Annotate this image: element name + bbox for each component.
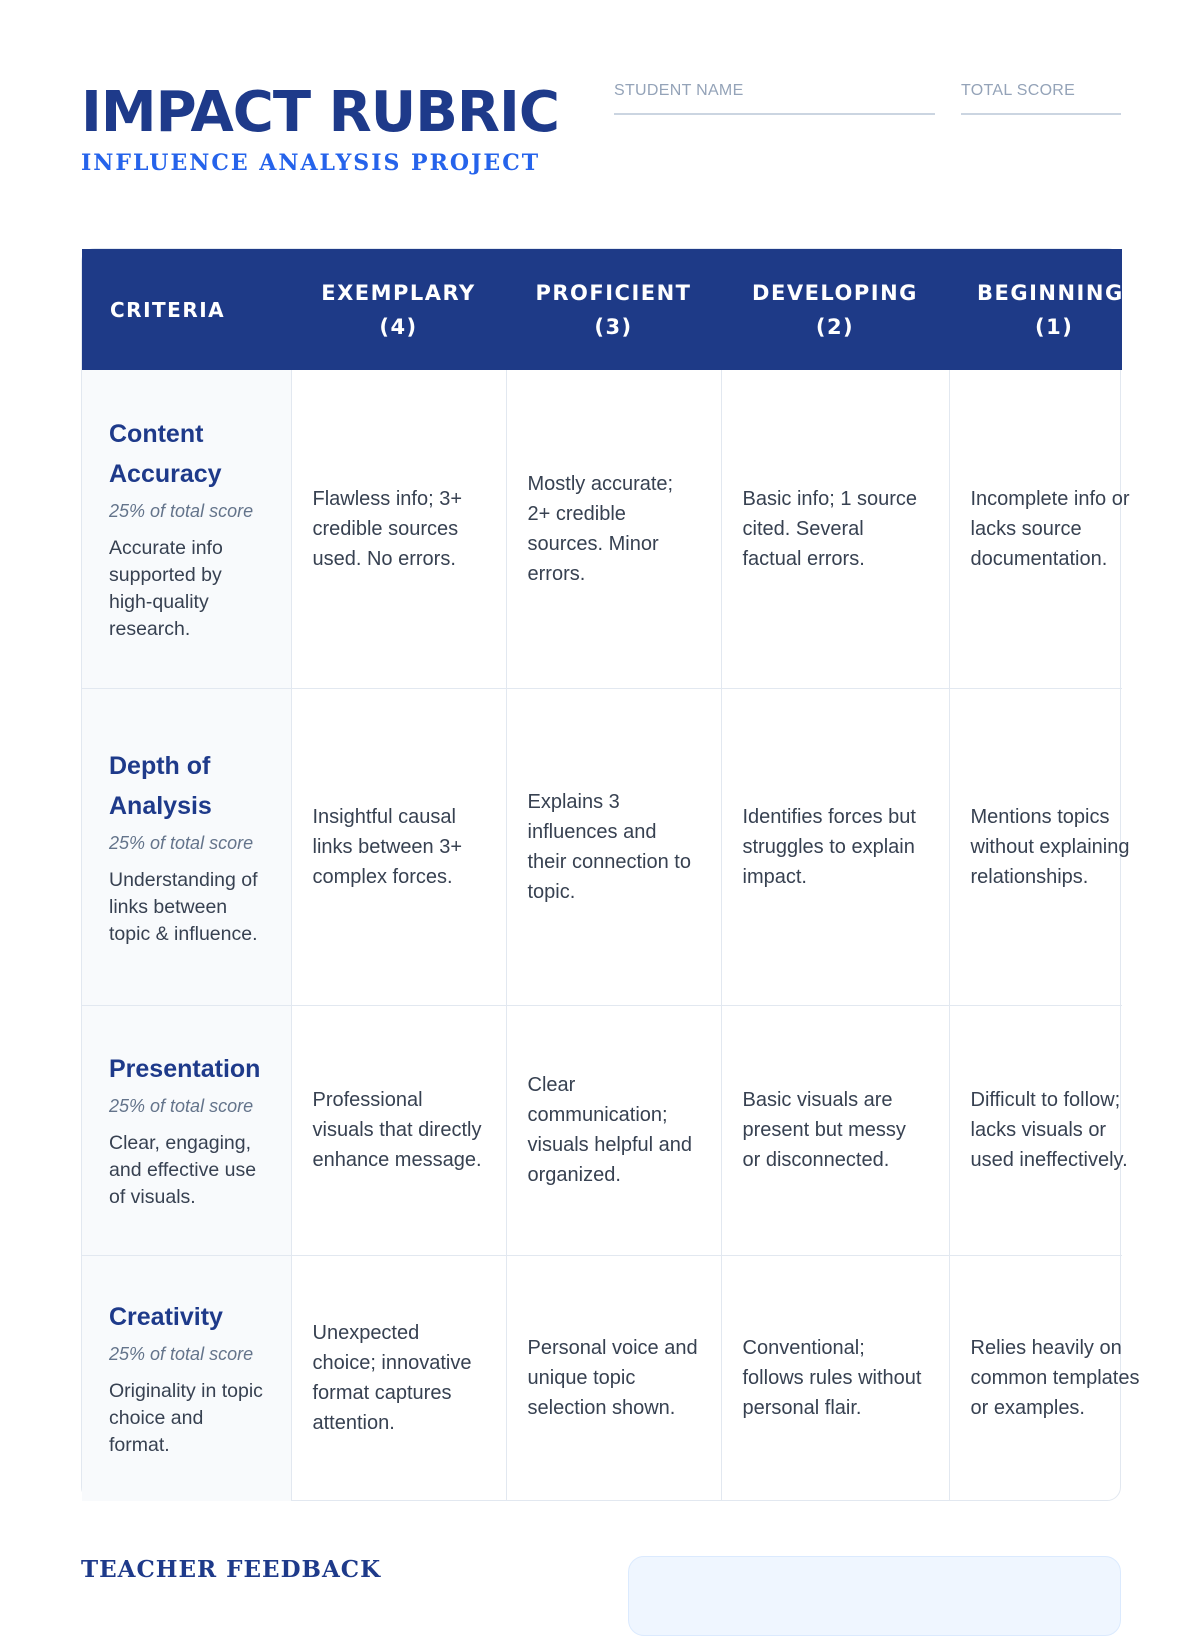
rubric-cell — [949, 370, 1130, 688]
table-row — [82, 1255, 1122, 1501]
criteria-cell — [82, 688, 291, 1005]
criteria-cell — [82, 370, 291, 688]
rubric-cell: Basic info; 1 source cited. Several factual errors. — [721, 370, 949, 688]
criteria-description: Understanding of links between topic & influence. — [109, 868, 258, 945]
total-score-label: TOTAL SCORE — [961, 82, 1076, 99]
rubric-cell: Conventional; follows rules without personal flair. — [721, 1255, 949, 1501]
student-name-label: STUDENT NAME — [614, 82, 744, 99]
criteria-weight: 25% of total score — [109, 1344, 254, 1365]
criteria-description: Clear, engaging, and effective use of visuals. — [109, 1132, 257, 1208]
criteria-header: CRITERIA — [110, 297, 226, 322]
rubric-cell: Explains 3 influences and their connection to topic. — [506, 688, 721, 1005]
level-score: (1) — [1035, 314, 1074, 339]
rubric-cell: Personal voice and unique topic selection shown. — [506, 1255, 721, 1501]
rubric-cell-text: Mentions topics without explaining relationships. — [970, 805, 1130, 888]
level-label: BEGINNING — [977, 280, 1124, 305]
level-header-developing — [721, 249, 949, 370]
level-header-exemplary — [291, 249, 506, 370]
level-label: PROFICIENT — [535, 280, 692, 305]
rubric-cell: Basic visuals are present but messy or disconnected. — [721, 1005, 949, 1255]
rubric-cell-text: Difficult to follow; lacks visuals or used ineffectively. — [970, 1089, 1128, 1171]
table-row — [82, 370, 1122, 688]
rubric-cell-text: Incomplete info or lacks source documentation. — [970, 487, 1130, 570]
criteria-cell — [82, 1255, 291, 1501]
criteria-name: Creativity — [109, 1303, 223, 1332]
level-score: (2) — [815, 314, 855, 339]
rubric-cell: Identifies forces but struggles to explain impact. — [721, 688, 949, 1005]
rubric-cell-text: Relies heavily on common templates or examples. — [970, 1337, 1140, 1420]
page-title: IMPACT RUBRIC — [81, 80, 559, 145]
level-score: (4) — [379, 314, 418, 339]
rubric-cell — [949, 1005, 1128, 1255]
page-subtitle: INFLUENCE ANALYSIS PROJECT — [81, 150, 541, 176]
rubric-table — [82, 249, 1140, 1501]
table-row — [82, 688, 1122, 1005]
criteria-description: Accurate info supported by high-quality research. — [109, 537, 223, 641]
level-label: EXEMPLARY — [321, 280, 476, 305]
rubric-cell: Clear communication; visuals helpful and organized. — [506, 1005, 721, 1255]
rubric-cell: Flawless info; 3+ credible sources used. No errors. — [291, 370, 506, 688]
criteria-name: Depth of Analysis — [109, 751, 212, 820]
rubric-header — [81, 80, 1121, 190]
rubric-cell — [949, 688, 1130, 1005]
rubric-cell: Professional visuals that directly enhance message. — [291, 1005, 506, 1255]
criteria-cell — [82, 1005, 291, 1255]
criteria-weight: 25% of total score — [109, 501, 254, 522]
criteria-weight: 25% of total score — [109, 832, 254, 853]
total-score-field[interactable] — [961, 80, 1121, 115]
criteria-weight: 25% of total score — [109, 1096, 254, 1116]
teacher-feedback-heading: TEACHER FEEDBACK — [81, 1556, 382, 1583]
level-header-beginning — [949, 249, 1122, 370]
level-score: (3) — [594, 314, 633, 339]
rubric-cell: Mostly accurate; 2+ credible sources. Minor errors. — [506, 370, 721, 688]
criteria-name: Presentation — [109, 1055, 261, 1083]
criteria-description: Originality in topic choice and format. — [109, 1380, 263, 1457]
level-header-proficient — [506, 249, 721, 370]
teacher-feedback-box[interactable] — [628, 1556, 1121, 1636]
table-header-row — [82, 249, 1122, 370]
student-name-field[interactable] — [614, 80, 935, 115]
rubric-cell: Unexpected choice; innovative format captures attention. — [291, 1255, 506, 1501]
level-label: DEVELOPING — [752, 280, 918, 305]
criteria-name: Content Accuracy — [109, 420, 222, 489]
rubric-cell — [949, 1255, 1140, 1501]
table-row — [82, 1005, 1122, 1255]
rubric-table-card — [81, 248, 1140, 1501]
rubric-cell: Insightful causal links between 3+ complex forces. — [291, 688, 506, 1005]
